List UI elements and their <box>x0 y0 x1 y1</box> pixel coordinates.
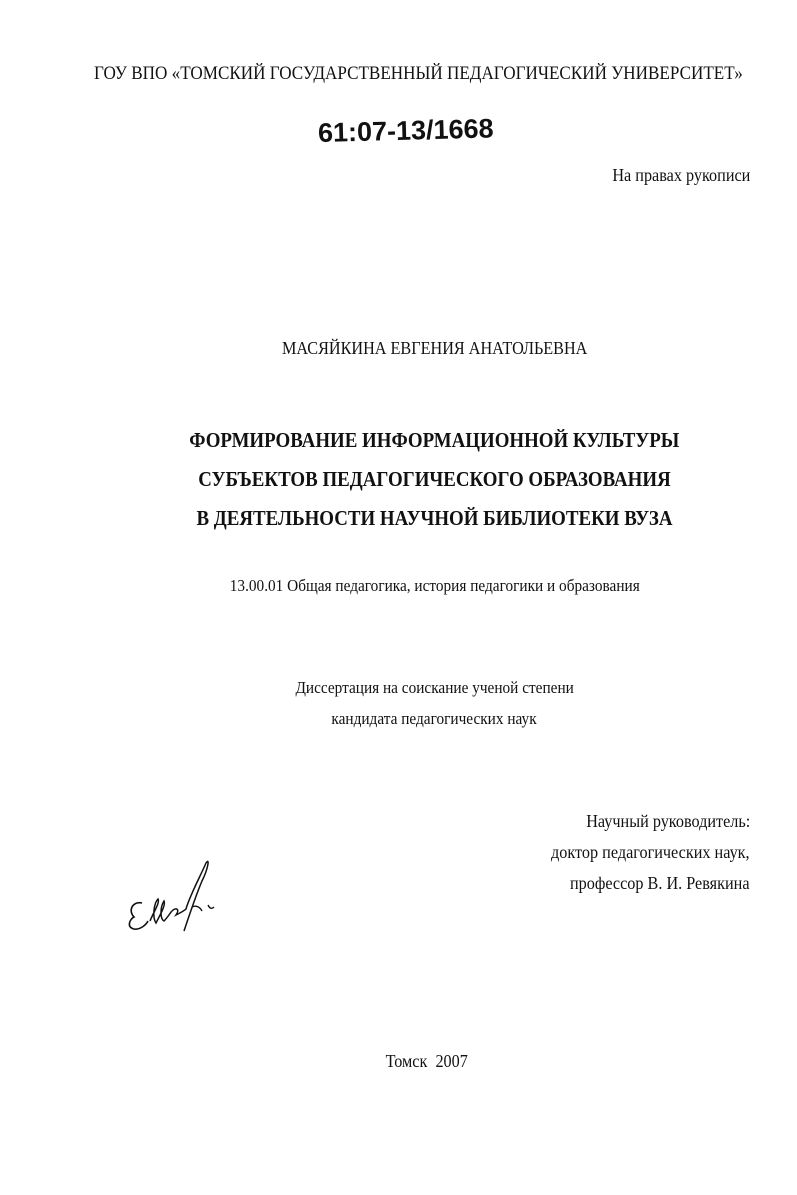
title-line: СУБЪЕКТОВ ПЕДАГОГИЧЕСКОГО ОБРАЗОВАНИЯ <box>198 467 671 491</box>
degree-line: Диссертация на соискание ученой степени <box>295 678 574 697</box>
supervisor-line: Научный руководитель: <box>585 811 750 831</box>
rights-note: На правах рукописи <box>611 165 750 185</box>
archive-stamp-code: 61:07-13/1668 <box>317 113 494 148</box>
title-line: ФОРМИРОВАНИЕ ИНФОРМАЦИОННОЙ КУЛЬТУРЫ <box>189 428 680 452</box>
supervisor-line: профессор В. И. Ревякина <box>570 873 750 893</box>
specialty: 13.00.01 Общая педагогика, история педагогики и образования <box>229 576 640 595</box>
supervisor-line: доктор педагогических наук, <box>551 842 750 862</box>
title-line: В ДЕЯТЕЛЬНОСТИ НАУЧНОЙ БИБЛИОТЕКИ ВУЗА <box>196 506 673 530</box>
degree-line: кандидата педагогических наук <box>331 709 538 728</box>
handwritten-signature <box>120 855 230 935</box>
author-name: МАСЯЙКИНА ЕВГЕНИЯ АНАТОЛЬЕВНА <box>281 338 588 358</box>
city-year: Томск 2007 <box>385 1051 468 1071</box>
institution-header: ГОУ ВПО «ТОМСКИЙ ГОСУДАРСТВЕННЫЙ ПЕДАГОГИЧЕСКИЙ УНИВЕРСИТЕТ» <box>94 63 743 84</box>
